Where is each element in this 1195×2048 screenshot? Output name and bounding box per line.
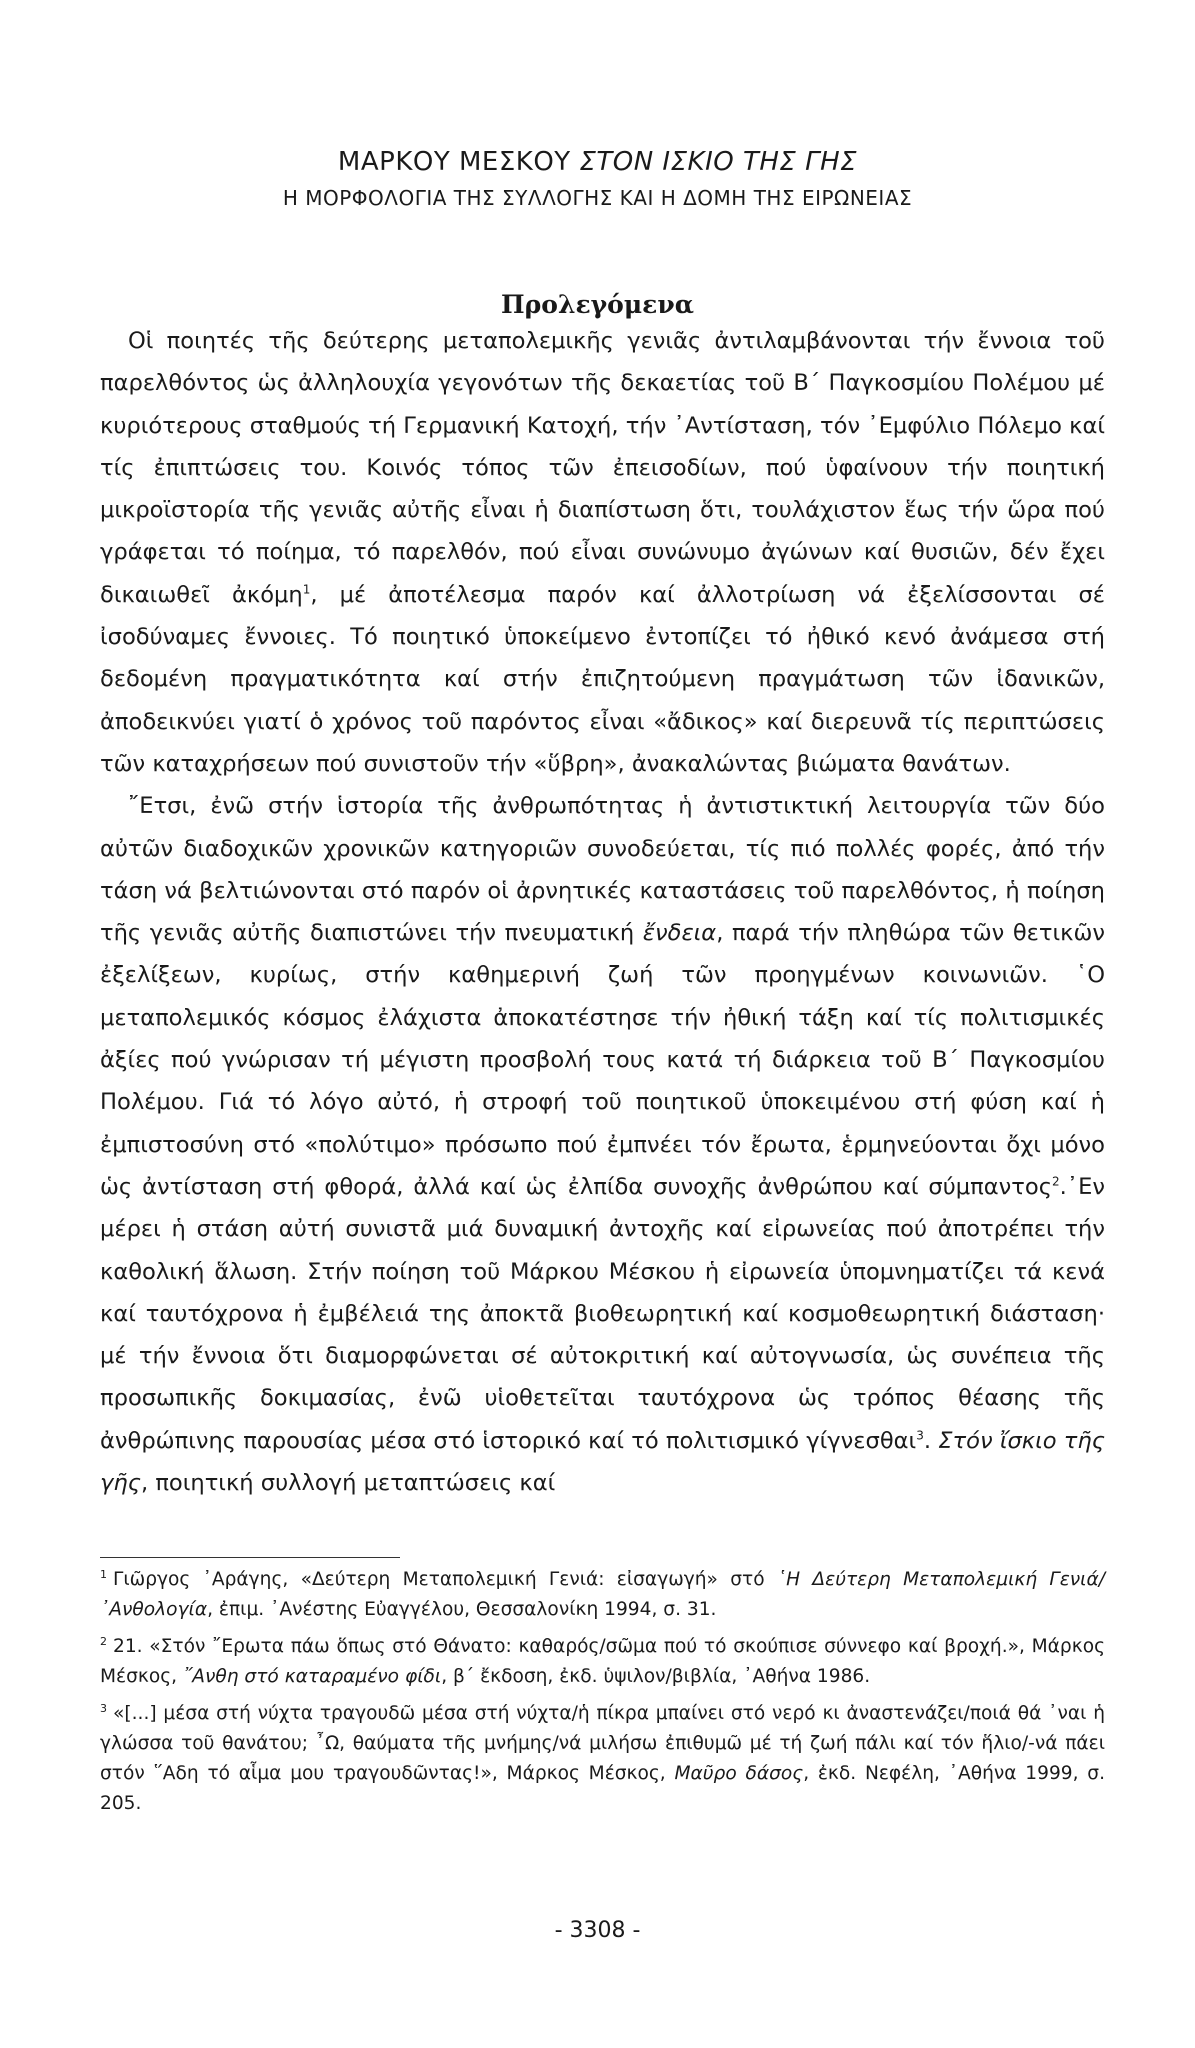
paragraph-2-text-c: .᾽Εν μέρει ἡ στάση αὐτή συνιστᾶ μιά δυναμική ἀντοχῆς καί εἰρωνείας πού ἀποτρέπει τήν καθολική ἅλωση. Στήν ποίηση τοῦ Μάρκου Μέσκου ἡ εἰρωνεία ὑπομνηματίζει τά κενά καί ταυτόχρονα ἡ ἐμβέλειά της ἀποκτᾶ βιοθεωρητική καί κοσμοθεωρητική διάσταση· μέ τήν ἔννοια ὅτι διαμορφώνεται σέ αὐτοκριτική καί αὐτογνωσία, ὡς συνέπεια τῆς προσωπικῆς δοκιμασίας, ἐνῶ υἱοθετεῖται ταυτόχρονα ὡς τρόπος θέασης τῆς ἀνθρώπινης παρουσίας μέσα στό ἱστορικό καί τό πολιτισμικό γίγνεσθαι [100,1173,1105,1454]
footnote-3-text-b: , ἐκδ. Νεφέλη, ᾽Αθήνα 1999, σ. 205. [100,1763,1105,1814]
footnote-3-text-a: «[...] μέσα στή νύχτα τραγουδῶ μέσα στή νύχτα/ἡ πίκρα μπαίνει στό νερό κι ἀναστενάζει/ποιά θά ᾽ναι ἡ γλώσσα τοῦ θανάτου; ῏Ω, θαύματα τῆς μνήμης/νά μιλήσω ἐπιθυμῶ μέ τή ζωή πάλι καί τόν ἥλιο/-νά πάει στόν ῞Αδη τό αἷμα μου τραγουδῶντας!», Μάρκος Μέσκος, [100,1703,1105,1784]
footnote-1-number: 1 [100,1567,107,1581]
footnote-ref-2: 2 [1051,1174,1060,1189]
footnote-1-text-a: Γιῶργος ᾽Αράγης, «Δεύτερη Μεταπολεμική Γενιά: εἰσαγωγή» στό [113,1569,777,1590]
paragraph-2-text-d: . [923,1427,939,1454]
page-number: - 3308 - [554,1918,641,1943]
paragraph-1-text-b: , μέ ἀποτέλεσμα παρόν καί ἀλλοτρίωση νά ἐξελίσσονται σέ ἰσοδύναμες ἔννοιες. Τό ποιητικό ὑποκείμενο ἐντοπίζει τό ἠθικό κενό ἀνάμεσα στή δεδομένη πραγματικότητα καί στήν ἐπιζητούμενη πραγμάτωση τῶν ἰδανικῶν, ἀποδεικνύει γιατί ὁ χρόνος τοῦ παρόντος εἶναι «ἄδικος» καί διερευνᾶ τίς περιπτώσεις τῶν καταχρήσεων πού συνιστοῦν τήν «ὕβρη», ἀνακαλώντας βιώματα θανάτων. [100,581,1105,777]
article-title [0,145,1195,179]
footnote-2-text-a: 21. «Στόν ῎Ερωτα πάω ὅπως στό Θάνατο: καθαρός/σῶμα πού τό σκούπισε σύννεφο καί βροχή.», Μάρκος Μέσκος, [100,1636,1105,1687]
author-name: ΜΑΡΚΟΥ ΜΕΣΚΟΥ [337,147,571,177]
footnote-separator [100,1557,400,1558]
book-title: ΣΤΟΝ ΙΣΚΙΟ ΤΗΣ ΓΗΣ [579,147,858,177]
footnote-1-title: ῾Η Δεύτερη Μεταπολεμική Γενιά/᾽Ανθολογία [100,1569,1105,1620]
paragraph-1-text-a: Οἱ ποιητές τῆς δεύτερης μεταπολεμικῆς γενιᾶς ἀντιλαμβάνονται τήν ἔννοια τοῦ παρελθόντος ὡς ἀλληλουχία γεγονότων τῆς δεκαετίας τοῦ Β΄ Παγκοσμίου Πολέμου μέ κυριότερους σταθμούς τή Γερμανική Κατοχή, τήν ᾽Αντίσταση, τόν ᾽Εμφύλιο Πόλεμο καί τίς ἐπιπτώσεις του. Κοινός τόπος τῶν ἐπεισοδίων, πού ὑφαίνουν τήν ποιητική μικροϊστορία τῆς γενιᾶς αὐτῆς εἶναι ἡ διαπίστωση ὅτι, τουλάχιστον ἕως τήν ὥρα πού γράφεται τό ποίημα, τό παρελθόν, πού εἶναι συνώνυμο ἀγώνων καί θυσιῶν, δέν ἔχει δικαιωθεῖ ἀκόμη [100,328,1105,608]
section-heading: Προλεγόμενα [501,290,694,319]
footnote-2-number: 2 [100,1634,107,1648]
article-subtitle: Η ΜΟΡΦΟΛΟΓΙΑ ΤΗΣ ΣΥΛΛΟΓΗΣ ΚΑΙ Η ΔΟΜΗ ΤΗΣ ΕΙΡΩΝΕΙΑΣ [282,186,913,210]
footnote-ref-3: 3 [916,1428,924,1443]
title-block [0,145,1195,213]
footnote-1-text-b: , ἐπιμ. ᾽Ανέστης Εὐαγγέλου, Θεσσαλονίκη 1994, σ. 31. [207,1599,717,1620]
footnote-3-number: 3 [100,1701,107,1715]
footnote-3-title: Μαῦρο δάσος [674,1763,804,1784]
footnote-1 [100,1565,1105,1625]
footnote-2 [100,1632,1105,1692]
body-text [100,320,1105,1504]
footnote-2-title: ῎Ανθη στό καταραμένο φίδι [182,1666,442,1687]
book-title-inline: Στόν ἴσκιο τῆς γῆς [100,1427,1105,1497]
paragraph-2-text-e: , ποιητική συλλογή μεταπτώσεις καί [140,1470,556,1497]
emphasis-endeia: ἔνδεια [642,920,717,947]
footnote-2-text-b: , β΄ ἔκδοση, ἐκδ. ὑψιλον/βιβλία, ᾽Αθήνα 1986. [441,1666,871,1687]
footnote-ref-1: 1 [302,582,311,597]
footnotes [100,1565,1105,1819]
paragraph-1 [100,320,1105,785]
paragraph-2-text-a: ῎Ετσι, ἐνῶ στήν ἱστορία τῆς ἀνθρωπότητας ἡ ἀντιστικτική λειτουργία τῶν δύο αὐτῶν διαδοχικῶν χρονικῶν κατηγοριῶν συνοδεύεται, τίς πιό πολλές φορές, ἀπό τήν τάση νά βελτιώνονται στό παρόν οἱ ἀρνητικές καταστάσεις τοῦ παρελθόντος, ἡ ποίηση τῆς γενιᾶς αὐτῆς διαπιστώνει τήν πνευματική [100,793,1105,947]
paragraph-2 [100,785,1105,1504]
paragraph-2-text-b: , παρά τήν πληθώρα τῶν θετικῶν ἐξελίξεων, κυρίως, στήν καθημερινή ζωή τῶν προηγμένων κοινωνιῶν. ῾Ο μεταπολεμικός κόσμος ἐλάχιστα ἀποκατέστησε τήν ἠθική τάξη καί τίς πολιτισμικές ἀξίες πού γνώρισαν τή μέγιστη προσβολή τους κατά τή διάρκεια τοῦ Β΄ Παγκοσμίου Πολέμου. Γιά τό λόγο αὐτό, ἡ στροφή τοῦ ποιητικοῦ ὑποκειμένου στή φύση καί ἡ ἐμπιστοσύνη στό «πολύτιμο» πρόσωπο πού ἐμπνέει τόν ἔρωτα, ἑρμηνεύονται ὄχι μόνο ὡς ἀντίσταση στή φθορά, ἀλλά καί ὡς ἐλπίδα συνοχῆς ἀνθρώπου καί σύμπαντος [100,920,1106,1200]
footnote-3 [100,1699,1105,1819]
